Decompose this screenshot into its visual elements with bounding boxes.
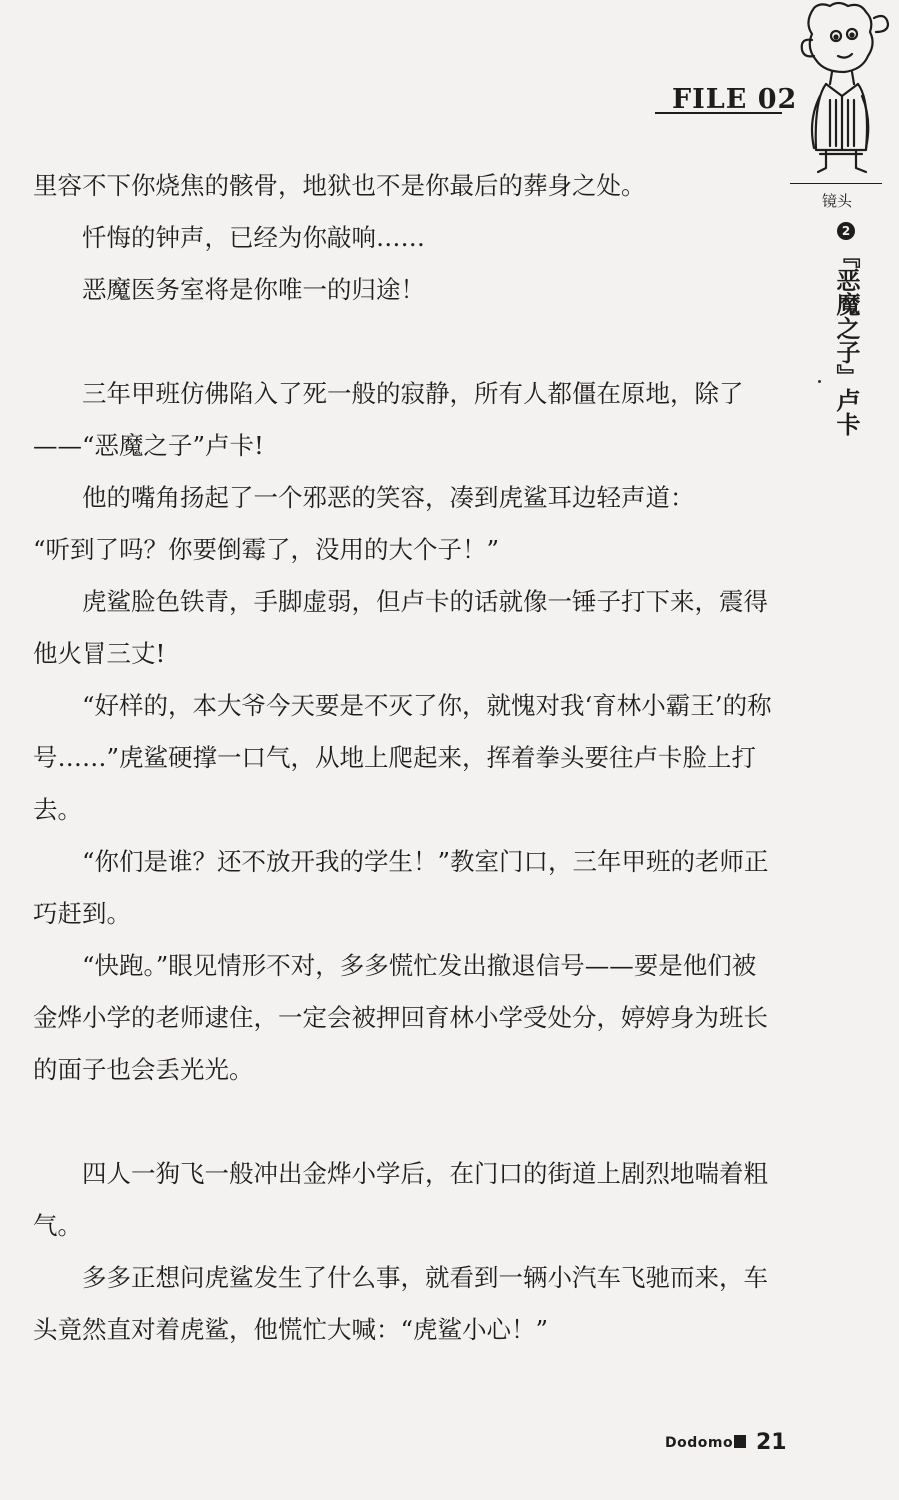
chapter-number-badge: 2: [837, 222, 855, 240]
paragraph: 四人一狗飞一般冲出金烨小学后，在门口的街道上剧烈地喘着粗气。: [33, 1159, 768, 1240]
brand-text: Dodomo: [665, 1435, 734, 1451]
side-rule: [790, 183, 882, 184]
paragraph: “好样的，本大爷今天要是不灭了你，就愧对我‘育林小霸王’的称号……”虎鲨硬撑一口气，从地上爬起来，挥着拳头要往卢卡脸上打去。: [33, 691, 772, 824]
cartoon-boy-illustration: [790, 0, 895, 180]
paragraph: 里容不下你烧焦的骸骨，地狱也不是你最后的葬身之处。: [33, 171, 646, 200]
paragraph: 忏悔的钟声，已经为你敲响……: [82, 223, 425, 252]
footer-brand: [665, 1435, 746, 1451]
brand-mark-icon: [734, 1435, 746, 1448]
paragraph: “听到了吗？你要倒霉了，没用的大个子！”: [33, 535, 500, 564]
decorative-dot: [818, 380, 821, 383]
paragraph: 多多正想问虎鲨发生了什么事，就看到一辆小汽车飞驰而来，车头竟然直对着虎鲨，他慌忙大喊：“虎鲨小心！”: [33, 1263, 768, 1344]
paragraph: 虎鲨脸色铁青，手脚虚弱，但卢卡的话就像一锤子打下来，震得他火冒三丈!: [33, 587, 768, 668]
paragraph: “你们是谁？还不放开我的学生！”教室门口，三年甲班的老师正巧赶到。: [33, 847, 769, 928]
paragraph: 他的嘴角扬起了一个邪恶的笑容，凑到虎鲨耳边轻声道：: [82, 483, 695, 512]
chapter-title-vertical: 『恶魔之子』卢卡: [832, 244, 861, 436]
paragraph: 三年甲班仿佛陷入了死一般的寂静，所有人都僵在原地，除了——“恶魔之子”卢卡!: [33, 379, 744, 460]
paragraph: “快跑。”眼见情形不对，多多慌忙发出撤退信号——要是他们被金烨小学的老师逮住，一定会被押回育林小学受处分，婷婷身为班长的面子也会丢光光。: [33, 951, 768, 1084]
side-label: 镜头: [822, 192, 853, 210]
file-label: FILE 02: [672, 84, 798, 115]
paragraph: 恶魔医务室将是你唯一的归途！: [82, 275, 425, 304]
body-text: [33, 160, 778, 1356]
page-number: 21: [756, 1430, 787, 1455]
